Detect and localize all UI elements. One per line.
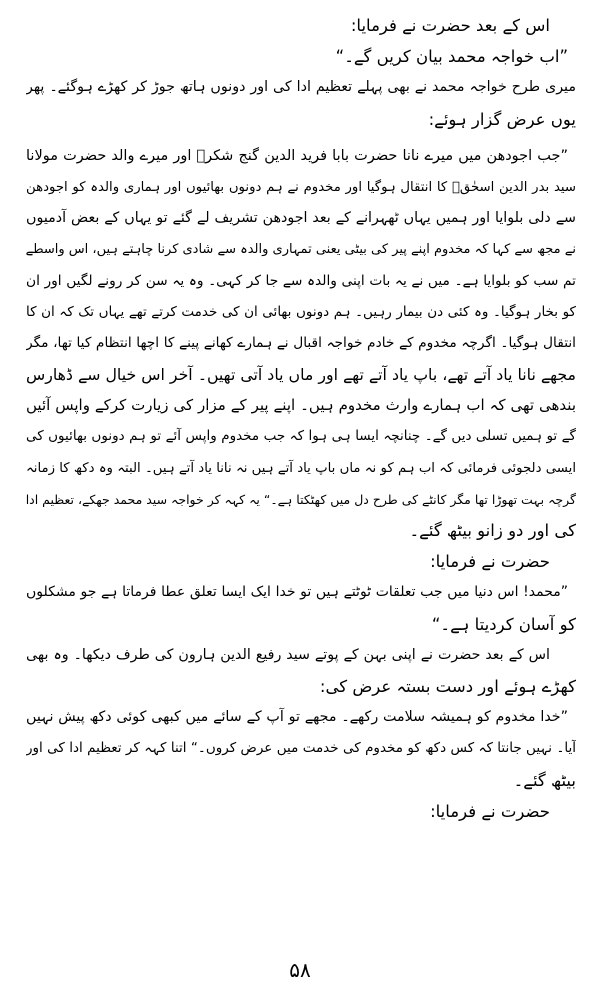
text-line: میری طرح خواجہ محمد نے بھی پہلے تعظیم ادا کی اور دونوں ہاتھ جوڑ کر کھڑے ہوگئے۔ پھر [26, 79, 576, 96]
text-line: اس کے بعد حضرت نے فرمایا: [350, 16, 550, 35]
text-line: ”جب اجودھن میں میرے نانا حضرت بابا فرید الدین گنج شکرؒ اور میرے والد حضرت مولانا [26, 147, 568, 164]
text-line: ایسی دلجوئی فرمائی کہ اب ہم کو نہ ماں باپ یاد آتے ہیں نہ نانا یاد آتے ہیں۔ البتہ وہ دکھ کا زمانہ [26, 460, 576, 476]
text-line: بیٹھ گئے۔ [513, 770, 576, 790]
text-line: گرچہ بہت تھوڑا تھا مگر کانٹے کی طرح دل میں کھٹکتا ہے۔“ یہ کہہ کر خواجہ سید محمد جھکے، تعظیم ادا [26, 491, 576, 507]
page-number: ۵۸ [289, 958, 311, 982]
text-line: حضرت نے فرمایا: [430, 801, 550, 821]
text-line: اس کے بعد حضرت نے اپنی بہن کے پوتے سید رفیع الدین ہارون کی طرف دیکھا۔ وہ بھی [26, 646, 550, 663]
text-line: کو بخار ہوگیا۔ وہ کئی دن بیمار رہیں۔ ہم دونوں بھائی ان کی خدمت کرتے تھے یہاں تک کہ ان کا [26, 303, 576, 320]
text-line: یوں عرض گزار ہوئے: [428, 109, 576, 129]
text-line: کھڑے ہوئے اور دست بستہ عرض کی: [319, 676, 576, 696]
text-line: گے تو ہمیں تسلی دیں گے۔ چنانچہ ایسا ہی ہوا کہ جب مخدوم واپس آئے تو ہم دونوں بھائیوں کی [26, 428, 576, 445]
text-line: ”خدا مخدوم کو ہمیشہ سلامت رکھے۔ مجھے تو آپ کے سائے میں کبھی کوئی دکھ پیش نہیں [26, 709, 568, 726]
text-line: ”اب خواجہ محمد بیان کریں گے۔“ [335, 47, 568, 67]
text-line: سید بدر الدین اسحٰقؒ کا انتقال ہوگیا اور مخدوم نے ہم دونوں بھائیوں اور ہماری والدہ کو اجودھن [26, 179, 576, 195]
text-line: مجھے نانا یاد آتے تھے، باپ یاد آتے تھے اور ماں یاد آتی تھیں۔ آخر اس خیال سے ڈھارس [26, 365, 576, 385]
text-line: حضرت نے فرمایا: [430, 552, 550, 572]
text-line: بندھی تھی کہ اب ہمارے وارث مخدوم ہیں۔ اپنے پیر کے مزار کی زیارت کرکے واپس آئیں [26, 396, 576, 415]
text-line: انتقال ہوگیا۔ اگرچہ مخدوم کے خادم خواجہ اقبال نے ہمارے کھانے پینے کا اچھا انتظام کیا تھا، مگر [26, 334, 576, 351]
text-line: کو آسان کردیتا ہے۔“ [431, 614, 576, 634]
text-line: تم سب کو بلوایا ہے۔ میں نے یہ بات اپنی والدہ سے جا کر کہی۔ وہ یہ سن کر رونے لگیں اور ان [26, 272, 576, 289]
text-line: نے مجھ سے کہا کہ مخدوم اپنے پیر کی بیٹی یعنی تمہاری والدہ سے شادی کرنا چاہتے ہیں، اس واسطے [26, 242, 576, 258]
text-line: سے دلی بلوایا اور ہمیں یہاں ٹھہرانے کے بعد اجودھن تشریف لے گئے تو یہاں کے بعض آدمیوں [26, 210, 576, 227]
text-line: کی اور دو زانو بیٹھ گئے۔ [409, 521, 576, 540]
text-line: آیا۔ نہیں جانتا کہ کس دکھ کو مخدوم کی خدمت میں عرض کروں۔“ اتنا کہہ کر تعظیم ادا کی اور [26, 740, 576, 757]
text-line: ”محمد! اس دنیا میں جب تعلقات ٹوٹتے ہیں تو خدا ایک ایسا تعلق عطا فرماتا ہے جو مشکلوں [26, 584, 568, 601]
